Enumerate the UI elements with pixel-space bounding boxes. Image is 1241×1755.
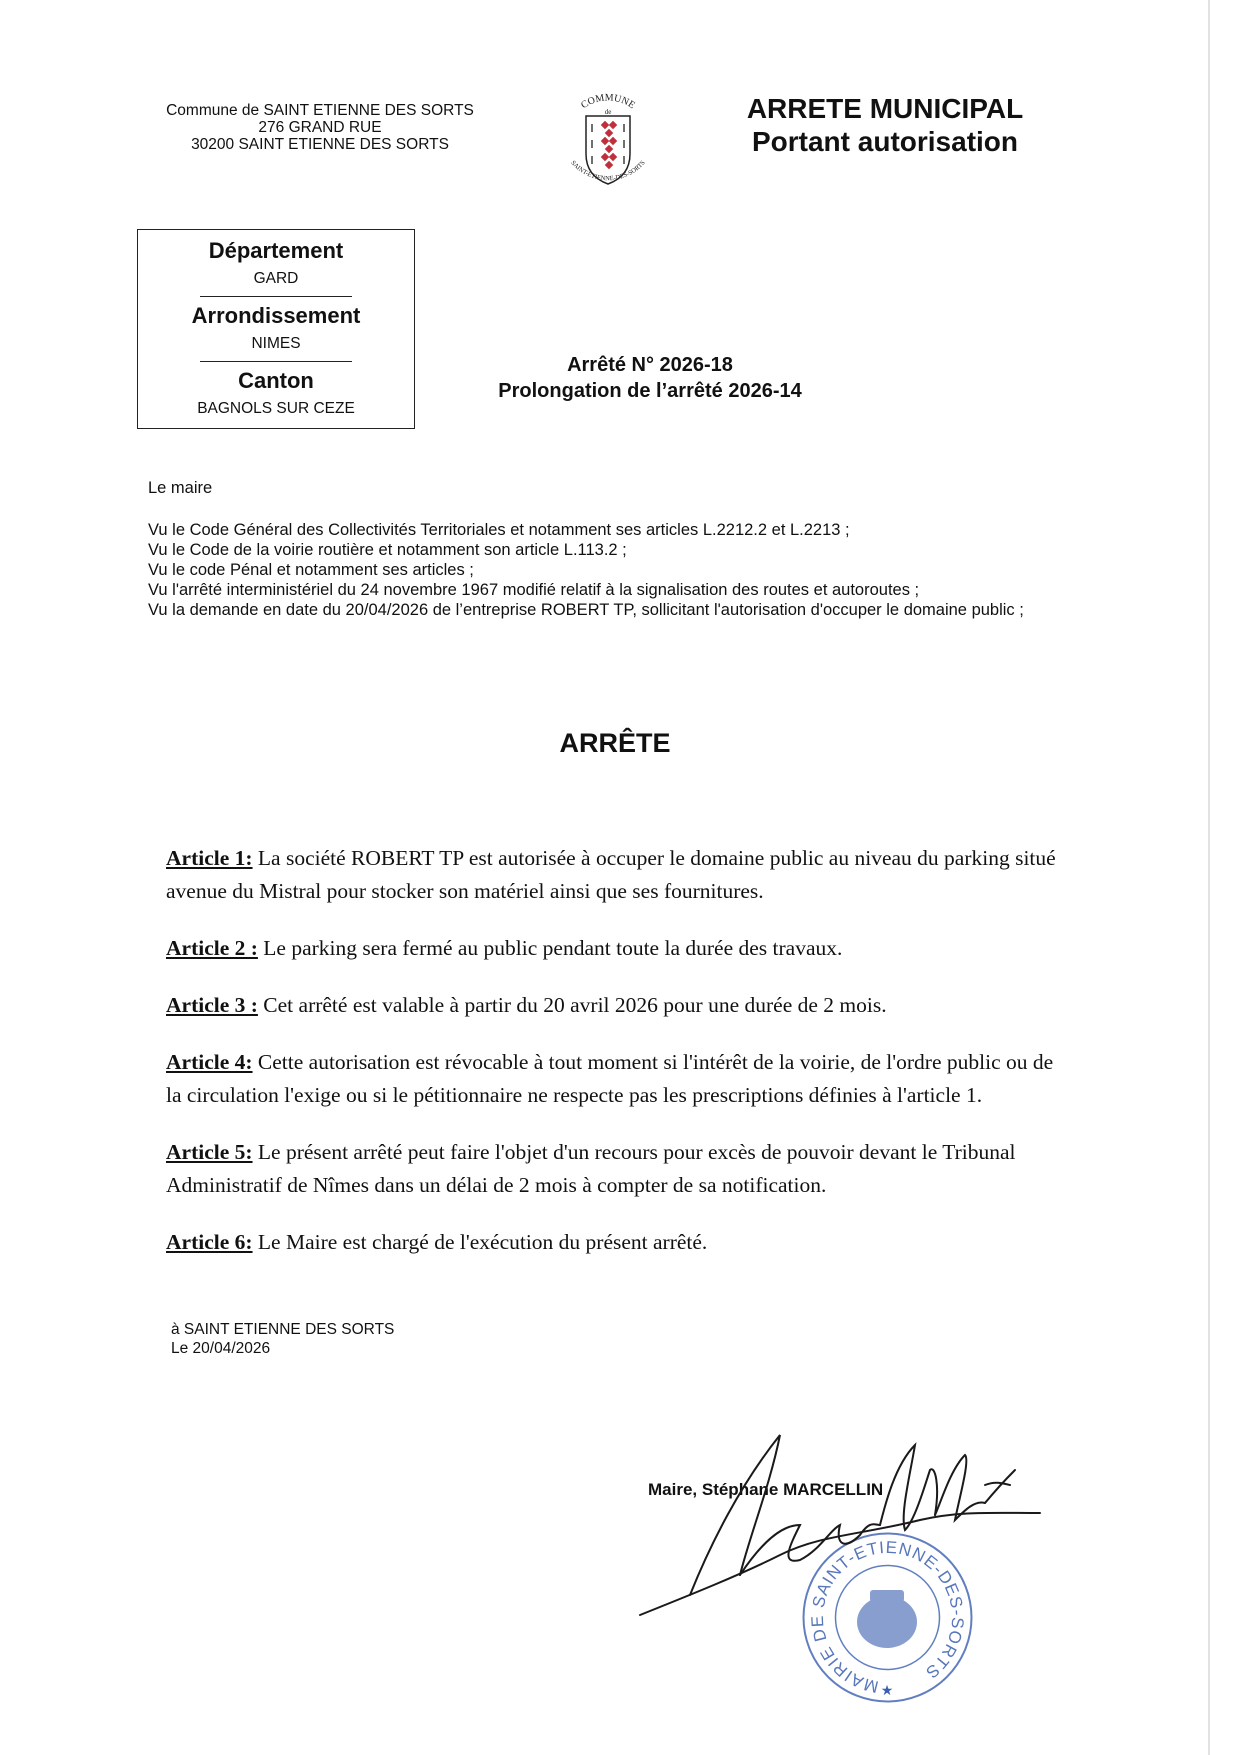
preamble-line: Vu le Code de la voirie routière et notamment son article L.113.2 ; [148,541,627,559]
administrative-box [137,229,415,429]
box-divider [200,361,352,362]
article-label: Article 3 : [166,993,258,1017]
scan-edge-line [1208,0,1210,1755]
arrondissement-label: Arrondissement [191,303,361,328]
preamble-intro: Le maire [148,479,213,497]
commune-address [150,102,490,153]
article-text: La société ROBERT TP est autorisée à occuper le domaine public au niveau du parking situé avenue du Mistral pour stocker son matériel ainsi que ses fournitures. [166,846,1056,903]
departement-label: Département [208,238,344,263]
crest-bottom-text: SAINT-ETIENNE-DES-SORTS [569,159,647,183]
article-text: Cette autorisation est révocable à tout moment si l'intérêt de la voirie, de l'ordre public ou de la circulation l'exige ou si le pétitionnaire ne respecte pas les prescriptions définies à l'article 1. [166,1050,1054,1107]
article-item [166,989,1066,1022]
article-text: Le présent arrêté peut faire l'objet d'un recours pour excès de pouvoir devant le Tribunal Administratif de Nîmes dans un délai de 2 mois à compter de sa notification. [166,1140,1016,1197]
articles-list [166,842,1066,1283]
commune-line: Commune de SAINT ETIENNE DES SORTS [166,102,474,119]
departement-value: GARD [253,270,299,287]
decree-number: Arrêté N° 2026-18 [567,354,733,376]
canton-label: Canton [238,368,314,393]
crest-top-text: COMMUNE [579,92,637,112]
preamble-line: Vu l'arrêté interministériel du 24 novembre 1967 modifié relatif à la signalisation des routes et autoroutes ; [148,581,920,599]
title-line-1: ARRETE MUNICIPAL [746,93,1024,124]
article-label: Article 2 : [166,936,258,960]
article-text: Le parking sera fermé au public pendant toute la durée des travaux. [257,936,843,960]
preamble-line: Vu la demande en date du 20/04/2026 de l’entreprise ROBERT TP, sollicitant l'autorisation d'occuper le domaine public ; [148,601,1024,619]
document-title [735,92,1035,158]
article-item [166,932,1066,965]
mayor-name: Maire, Stéphane MARCELLIN [648,1480,884,1499]
article-text: Cet arrêté est valable à partir du 20 avril 2026 pour une durée de 2 mois. [257,993,887,1017]
article-item [166,1046,1066,1112]
place-date [171,1320,571,1358]
box-divider [200,296,352,297]
stamp-star-icon: ★ [880,1682,894,1698]
preamble-line: Vu le Code Général des Collectivités Territoriales et notamment ses articles L.2212.2 et L.2213 ; [148,521,850,539]
article-label: Article 6: [166,1230,253,1254]
article-item [166,842,1066,908]
arrondissement-value: NIMES [251,335,301,352]
place-text: à SAINT ETIENNE DES SORTS [171,1321,395,1338]
article-item [166,1136,1066,1202]
preamble-line: Vu le code Pénal et notamment ses articles ; [148,561,474,579]
article-text: Le Maire est chargé de l'exécution du présent arrêté. [252,1230,708,1254]
stamp-text: MAIRIE DE SAINT-ETIENNE-DES-SORTS [807,1537,968,1697]
article-label: Article 5: [166,1140,253,1164]
decree-subtitle: Prolongation de l’arrêté 2026-14 [498,380,802,402]
article-item [166,1226,1066,1259]
canton-value: BAGNOLS SUR CEZE [197,400,355,417]
title-line-2: Portant autorisation [751,126,1018,157]
arrete-heading: ARRÊTE [559,728,671,758]
commune-line: 276 GRAND RUE [258,119,382,136]
decree-number-block [440,352,860,404]
mayor-signature [630,1425,1050,1625]
commune-line: 30200 SAINT ETIENNE DES SORTS [191,136,449,153]
preamble [148,478,1078,620]
date-text: Le 20/04/2026 [171,1340,271,1357]
crest-de-text: de [604,108,612,116]
article-label: Article 4: [166,1050,253,1074]
commune-crest-logo [548,84,668,204]
article-label: Article 1: [166,846,253,870]
